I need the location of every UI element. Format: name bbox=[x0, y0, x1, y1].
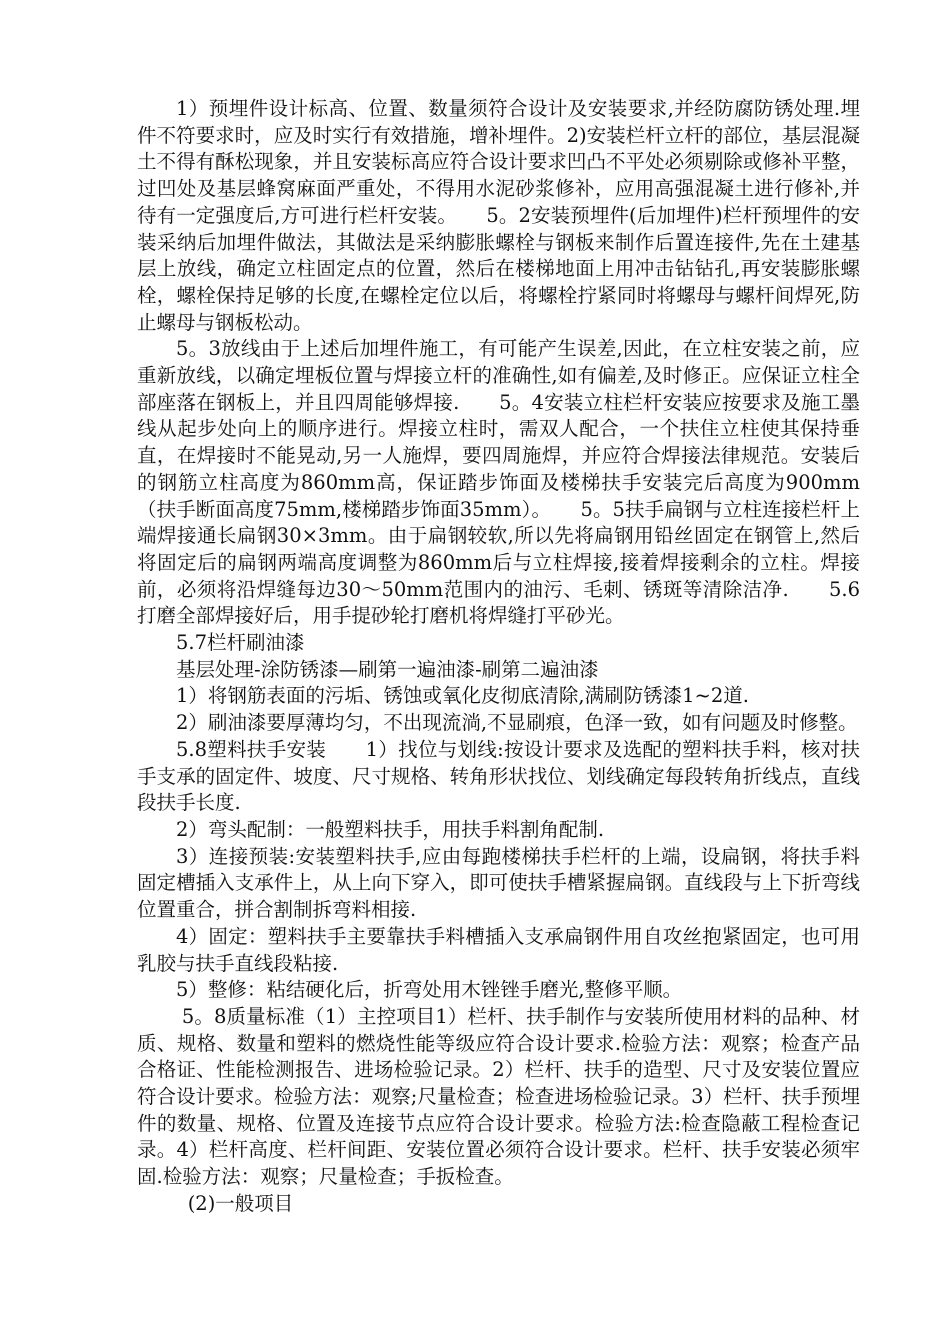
paragraph-embedded-parts: 1）预埋件设计标高、位置、数量须符合设计及安装要求,并经防腐防锈处理.埋件不符要求时，应及时实行有效措施，增补埋件。2)安装栏杆立杆的部位，基层混凝土不得有酥松现象，并且安装标高应符合设计要求凹凸不平处必须剔除或修补平整，过凹处及基层蜂窝麻面严重处，不得用水泥砂浆修补，应用高强混凝土进行修补,并待有一定强度后,方可进行栏杆安装。 5。2安装预埋件(后加埋件)栏杆预埋件的安装采纳后加埋件做法，其做法是采纳膨胀螺栓与钢板来制作后置连接件,先在土建基层上放线，确定立柱固定点的位置，然后在楼梯地面上用冲击钻钻孔,再安装膨胀螺栓，螺栓保持足够的长度,在螺栓定位以后，将螺栓拧紧同时将螺母与螺杆间焊死,防止螺母与钢板松动。 bbox=[137, 97, 860, 334]
paragraph-quality-standard: 5。8质量标准（1）主控项目1）栏杆、扶手制作与安装所使用材料的品种、材质、规格、数量和塑料的燃烧性能等级应符合设计要求.检验方法：观察；检查产品合格证、性能检测报告、进场检验记录。2）栏杆、扶手的造型、尺寸及安装位置应符合设计要求。检验方法：观察;尺量检查；检查进场检验记录。3）栏杆、扶手预埋件的数量、规格、位置及连接节点应符合设计要求。检验方法:检查隐蔽工程检查记录。4）栏杆高度、栏杆间距、安装位置必须符合设计要求。栏杆、扶手安装必须牢固.检验方法：观察；尺量检查；手扳检查。 bbox=[137, 1004, 860, 1189]
paragraph-layout-and-columns: 5。3放线由于上述后加埋件施工，有可能产生误差,因此，在立柱安装之前，应重新放线，以确定埋板位置与焊接立杆的准确性,如有偏差,及时修正。应保证立柱全部座落在钢板上，并且四周能够焊接. 5。4安装立柱栏杆安装应按要求及施工墨线从起步处向上的顺序进行。焊接立柱时，需双人配合，一个扶住立柱使其保持垂直，在焊接时不能晃动,另一人施焊，要四周施焊，并应符合焊接法律规范。安装后的钢筋立柱高度为860mm高，保证踏步饰面及楼梯扶手安装完后高度为900mm（扶手断面高度75mm,楼梯踏步饰面35mm）。 5。5扶手扁钢与立柱连接栏杆上端焊接通长扁钢30×3mm。由于扁钢较软,所以先将扁钢用铅丝固定在钢管上,然后将固定后的扁钢两端高度调整为860mm后与立柱焊接,接着焊接剩余的立柱。焊接前，必须将沿焊缝每边30～50mm范围内的油污、毛刺、锈斑等清除洁净. 5.6打磨全部焊接好后，用手提砂轮打磨机将焊缝打平砂光。 bbox=[137, 337, 860, 628]
paragraph-painting-item-2: 2）刷油漆要厚薄均匀，不出现流淌,不显刷痕，色泽一致，如有问题及时修整。 bbox=[176, 711, 858, 735]
document-body bbox=[137, 96, 860, 1218]
paragraph-painting-heading: 5.7栏杆刷油漆 bbox=[176, 631, 305, 655]
paragraph-handrail-item-2: 2）弯头配制：一般塑料扶手，用扶手料割角配制. bbox=[176, 817, 605, 841]
paragraph-painting-item-1: 1）将钢筋表面的污垢、锈蚀或氧化皮彻底清除,满刷防锈漆1~2道. bbox=[176, 684, 749, 708]
paragraph-handrail-install: 5.8塑料扶手安装 1）找位与划线:按设计要求及选配的塑料扶手料，核对扶手支承的固定件、坡度、尺寸规格、转角形状找位、划线确定每段转角折线点，直线段扶手长度. bbox=[137, 737, 860, 815]
paragraph-handrail-item-5: 5）整修：粘结硬化后，折弯处用木锉锉手磨光,整修平顺。 bbox=[176, 978, 683, 1002]
paragraph-handrail-item-4: 4）固定：塑料扶手主要靠扶手料槽插入支承扁钢件用自攻丝抱紧固定，也可用乳胶与扶手直线段粘接. bbox=[137, 924, 860, 975]
paragraph-painting-steps: 基层处理-涂防锈漆—刷第一遍油漆-刷第二遍油漆 bbox=[176, 657, 599, 681]
paragraph-handrail-item-3: 3）连接预装:安装塑料扶手,应由每跑楼梯扶手栏杆的上端，设扁钢，将扶手料固定槽插入支承件上，从上向下穿入，即可使扶手槽紧握扁钢。直线段与上下折弯线位置重合，拼合割制拆弯料相接. bbox=[137, 844, 860, 922]
paragraph-general-items: (2)一般项目 bbox=[187, 1191, 294, 1215]
